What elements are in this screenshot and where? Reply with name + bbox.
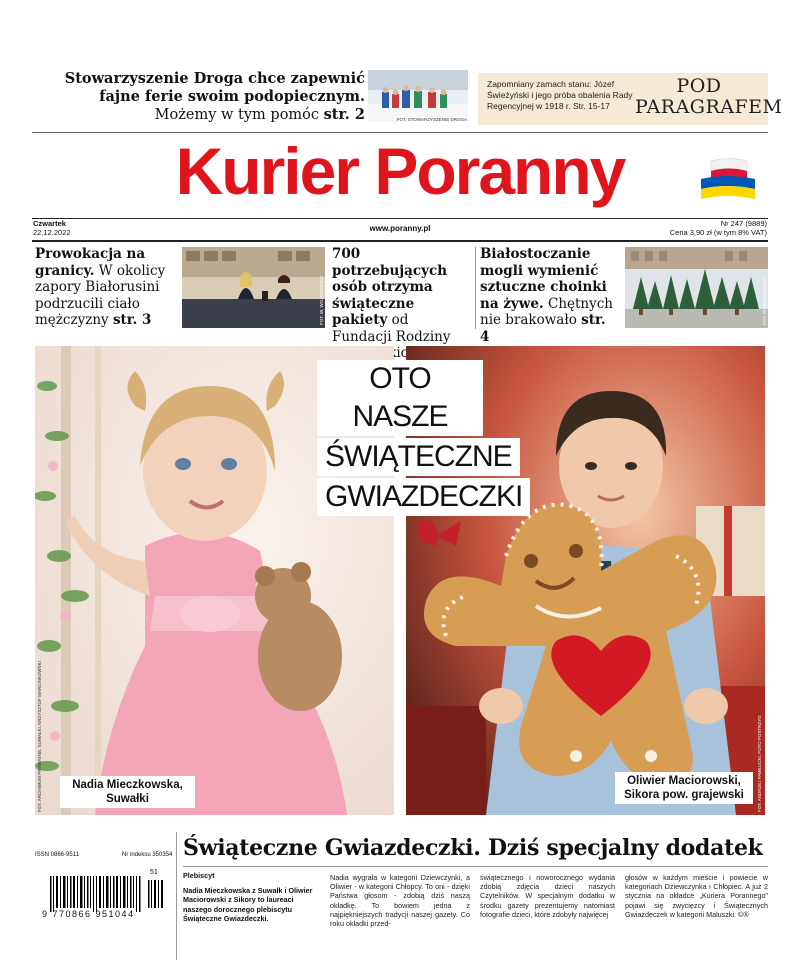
teaser-3-photo-credit: FOT. W. WOJTKIEWICZ (762, 276, 767, 325)
teaser-1-bold: Prowokacja na granicy. (35, 246, 146, 279)
teaser-3-photo[interactable] (625, 247, 768, 328)
teaser-divider (475, 247, 476, 329)
hero-left-caption (60, 776, 195, 808)
hero-right-caption (615, 772, 753, 804)
barcode-addon: 51 (150, 869, 158, 876)
promo-right-text: Zapomniany zamach stanu: Józef Świeżyński i jego próba obalenia Rady Regencyjnej w 1918 r. Str. 15-17 (487, 79, 633, 111)
barcode (40, 869, 170, 922)
issue-day: Czwartek (33, 219, 66, 228)
hero-left-credit: FOT. ARCHIWUM PRYWATNE, SUWAŁKI, KRZYSZTOF MARCINKOWSKI (37, 661, 42, 812)
teaser-3-text: Chętnych nie brakowało (480, 295, 613, 328)
hero-headline-line2: ŚWIĄTECZNE (317, 438, 520, 476)
issue-price: Cena 3,90 zł (w tym 8% VAT) (669, 227, 767, 237)
teaser-1-text: W okolicy zapory Białorusini podrzucili ciało mężczyzny (35, 262, 166, 328)
teaser-3[interactable] (480, 246, 618, 345)
issn-label: ISSN 0866-9511 (35, 852, 79, 858)
poland-ukraine-flag-icon (697, 157, 759, 201)
hero-headline (317, 360, 523, 516)
website-link[interactable]: www.poranny.pl (369, 224, 431, 233)
barcode-digits: 9 770866 951044 (42, 909, 135, 919)
promo-left-photo[interactable] (368, 70, 468, 122)
masthead-rule-top (32, 218, 768, 219)
bottom-headline-rule (183, 866, 768, 867)
hero-right-caption-line1: Oliwier Maciorowski, (627, 775, 741, 787)
promo-left-photo-credit: FOT. STOWARZYSZENIE DROGA (396, 117, 467, 122)
bottom-vertical-divider (176, 832, 177, 960)
index-label: Nr indeksu 350354 (122, 852, 173, 858)
hero-headline-line3: GWIAZDECZKI (317, 478, 530, 516)
teaser-2-photo-image (182, 247, 325, 328)
hero-right-caption-line2: Sikora pow. grajewski (624, 789, 744, 801)
promo-left-page-ref: str. 2 (323, 106, 365, 123)
teaser-3-page-ref: str. 4 (480, 312, 606, 345)
teaser-2-photo-credit: FOT. W. WOJTKIEWICZ (319, 276, 324, 325)
bottom-col2: świątecznego i noworocznego wydania zdobią zdjęcia dzieci naszych Czytelników. W specjalnym dodatku w środku gazety prezentujemy natomiast fotografie dzieci, które zdobyły najwięcej (480, 873, 615, 919)
masthead-title[interactable]: Kurier Poranny (175, 134, 625, 208)
hero-right-credit: FOT. ANDRZEJ PAWŁUCKI, FOTO POSTRZYG (757, 715, 762, 812)
bottom-lead: Nadia Mieczkowska z Suwałk i Oliwier Maciorowski z Sikory to laureaci naszego dorocznego plebiscytu Świąteczne Gwiazdeczki. (183, 886, 313, 923)
promo-left[interactable] (35, 70, 365, 123)
teaser-3-photo-image (625, 247, 768, 328)
bottom-col3: głosów w każdym mieście i powiecie w kategoriach Dziewczynka i Chłopiec. A już 2 stycznia na okładce „Kuriera Porannego" pojawi się zwycięzcy i Świątecznych Gwiazdeczek w kategorii Maluszki. ©® (625, 873, 768, 919)
promo-right[interactable] (478, 73, 783, 125)
promo-right-section-line2: PARAGRAFEM (635, 96, 783, 118)
hero-left-caption-line2: Suwałki (106, 793, 149, 805)
issue-number: Nr 247 (9889) (720, 219, 767, 228)
bottom-headline[interactable]: Świąteczne Gwiazdeczki. Dziś specjalny dodatek (183, 835, 763, 861)
hero-headline-line1: OTO NASZE (317, 360, 483, 436)
promo-right-section-line1: POD (676, 75, 722, 97)
hero-left-caption-line1: Nadia Mieczkowska, (72, 779, 183, 791)
issue-date: 22.12.2022 (33, 227, 71, 237)
teaser-2-photo[interactable] (182, 247, 325, 328)
bottom-kicker: Plebiscyt (183, 871, 215, 880)
promo-left-photo-image (368, 70, 468, 122)
masthead-rule-bottom (32, 240, 768, 242)
teaser-2-text: od Fundacji Rodziny (332, 312, 451, 345)
teaser-3-bold: Białostoczanie mogli wymienić sztuczne choinki na żywe. (480, 246, 607, 312)
promo-left-text: Możemy w tym pomóc (154, 107, 320, 123)
teaser-1[interactable] (35, 246, 175, 329)
teaser-2[interactable] (332, 246, 472, 362)
teaser-2-bold: 700 potrzebujących osób otrzyma świąteczne pakiety (332, 246, 448, 328)
teaser-1-page-ref: str. 3 (112, 312, 152, 328)
bottom-col1: Nadia wygrała w kategorii Dziewczynki, a Oliwier - w kategorii Chłopcy. To oni - dzięki Państwa głosom - zdobią dziś naszą okładkę. To bowiem jedna z najpiękniejszych tradycji naszej gazety. Co roku okładki przed- (330, 873, 470, 929)
flag-badge (697, 157, 759, 201)
promo-left-headline: Stowarzyszenie Droga chce zapewnić fajne ferie swoim podopiecznym. (64, 70, 365, 105)
